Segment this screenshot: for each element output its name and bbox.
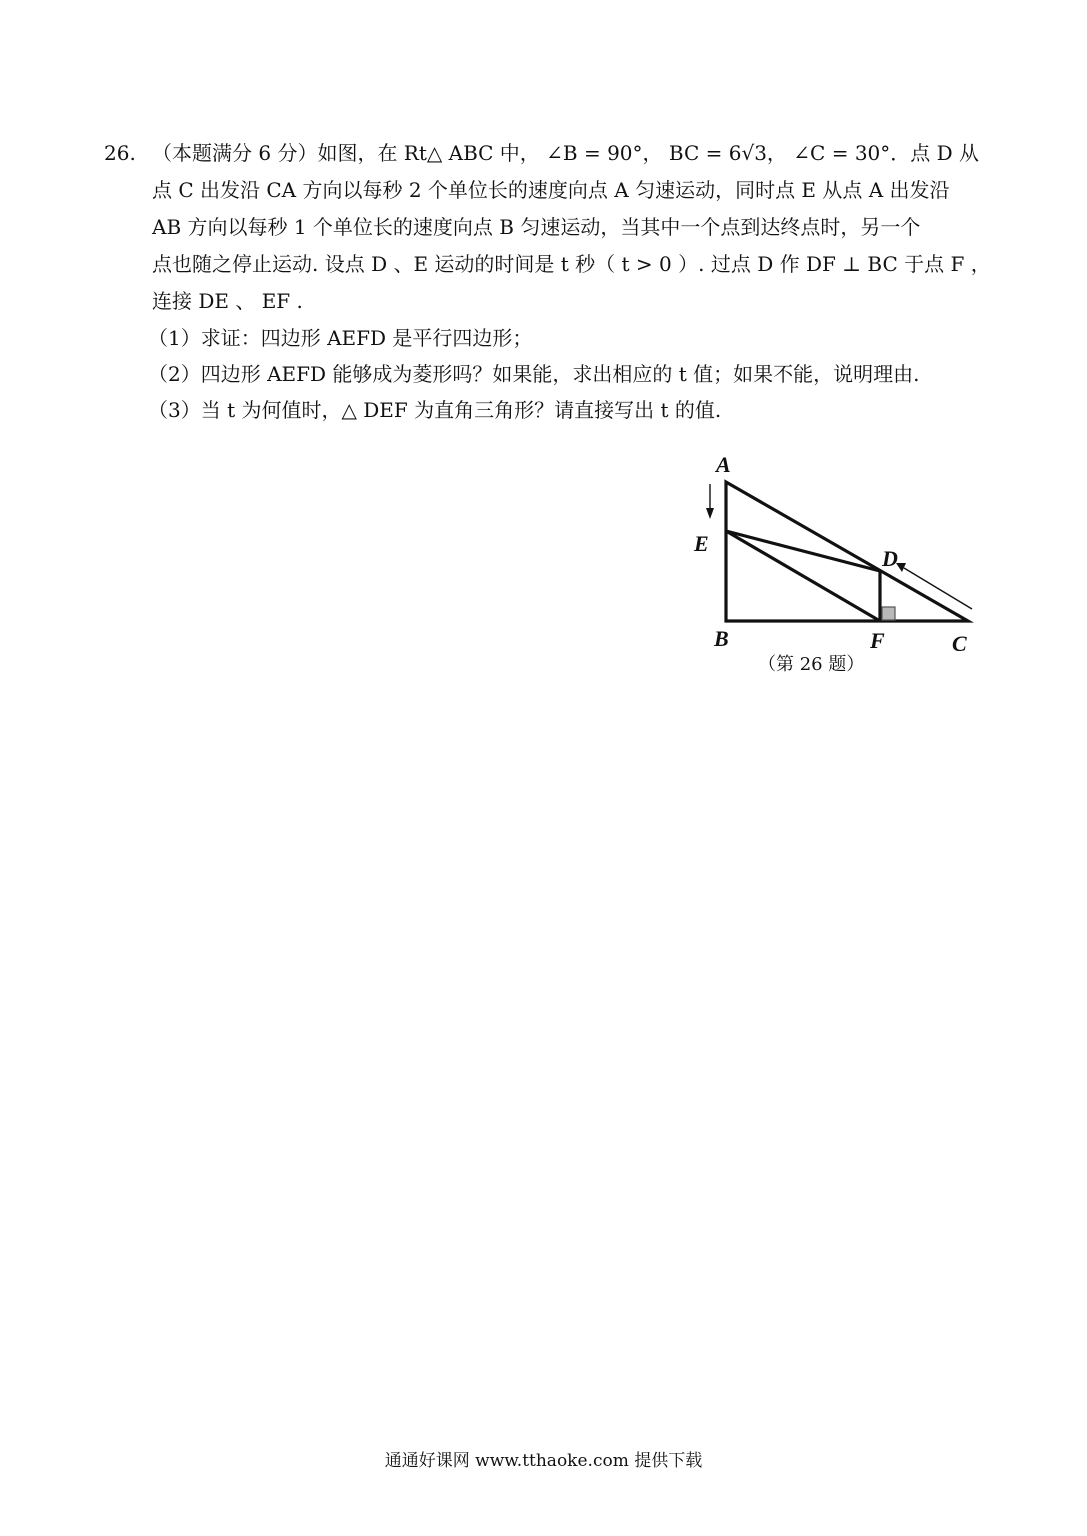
problem-line-2: 点 C 出发沿 CA 方向以每秒 2 个单位长的速度向点 A 匀速运动，同时点 E 从点 A 出发沿	[152, 178, 950, 202]
footer-text: 通通好课网 www.tthaoke.com 提供下载	[384, 1451, 703, 1471]
problem-line-4: 点也随之停止运动. 设点 D 、E 运动的时间是 t 秒（ t > 0 ）. 过点 D 作 DF ⊥ BC 于点 F ，	[152, 252, 991, 276]
sub-question-2: （2）四边形 AEFD 能够成为菱形吗？如果能，求出相应的 t 值；如果不能，说明理由.	[148, 362, 920, 386]
label-a: A	[716, 452, 731, 477]
arrow-down-icon	[706, 508, 714, 519]
problem-line-1: （本题满分 6 分）如图，在 Rt△ ABC 中， ∠B = 90°， BC = 6√3， ∠C = 30°．点 D 从	[152, 141, 980, 165]
label-e: E	[694, 531, 709, 556]
segment-ef	[726, 531, 880, 621]
sub-question-1: （1）求证：四边形 AEFD 是平行四边形；	[148, 326, 533, 350]
problem-number: 26.	[104, 141, 136, 165]
label-d: D	[882, 546, 898, 571]
sub-question-3: （3）当 t 为何值时，△ DEF 为直角三角形？请直接写出 t 的值.	[148, 398, 722, 422]
problem-line-5: 连接 DE 、 EF .	[152, 289, 303, 313]
figure-caption: （第 26 题）	[758, 654, 865, 675]
label-b: B	[714, 626, 729, 651]
label-f: F	[870, 628, 885, 653]
segment-ed	[726, 531, 880, 571]
problem-line-3: AB 方向以每秒 1 个单位长的速度向点 B 匀速运动，当其中一个点到达终点时，另一个	[152, 215, 921, 239]
label-c: C	[952, 631, 967, 656]
right-angle-mark	[882, 607, 895, 620]
